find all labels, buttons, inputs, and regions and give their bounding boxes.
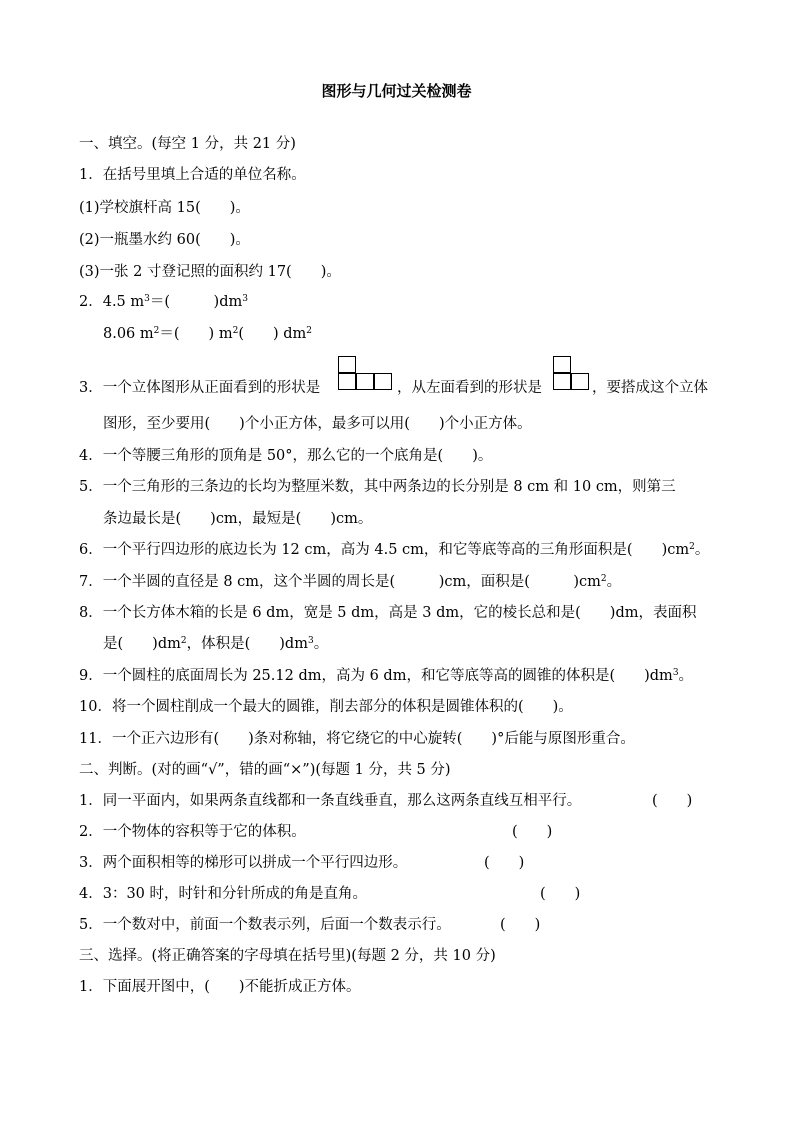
q2-l2-sup2: 2	[232, 326, 239, 336]
section2-header: 二、判断。(对的画“√”，错的画“×”)(每题 1 分，共 5 分)	[79, 762, 451, 778]
q3-part1: 3．一个立体图形从正面看到的形状是	[79, 380, 321, 396]
q8-l2-sup2: 3	[307, 636, 314, 646]
judge-answer-box[interactable]: ( )	[484, 855, 525, 871]
q2-l2-pre: 8.06 m	[103, 326, 154, 342]
q9-sup: 3	[672, 668, 679, 678]
judge-item: 2．一个物体的容积等于它的体积。	[79, 824, 306, 840]
q5-line2: 条边最长是( )cm，最短是( )cm。	[103, 511, 373, 527]
q8-l2-mid: ，体积是( )dm	[186, 636, 308, 652]
q10: 10．将一个圆柱削成一个最大的圆锥，削去部分的体积是圆锥体积的( )。	[79, 699, 573, 715]
q8-l2-end: 。	[313, 636, 329, 652]
q6-end: 。	[694, 542, 710, 558]
choice-q1: 1．下面展开图中，( )不能折成正方体。	[79, 979, 361, 995]
section3-header: 三、选择。(将正确答案的字母填在括号里)(每题 2 分，共 10 分)	[79, 948, 496, 964]
q3-part3: ，要搭成这个立体	[592, 380, 708, 396]
q9-text: 9．一个圆柱的底面周长为 25.12 dm，高为 6 dm，和它等底等高的圆锥的体积是( )dm	[79, 668, 673, 684]
section1-header: 一、填空。(每空 1 分，共 21 分)	[79, 136, 296, 152]
q1-stem: 1．在括号里填上合适的单位名称。	[79, 167, 306, 183]
front-view-figure	[338, 356, 396, 392]
front-view-cell	[338, 356, 356, 373]
q2-l2-sup: 2	[153, 326, 160, 336]
q2-l1-pre: 2．4.5 m	[79, 294, 145, 310]
judge-item: 1．同一平面内，如果两条直线都和一条直线垂直，那么这两条直线互相平行。	[79, 793, 582, 809]
q2-l2-mid: ＝( ) m	[159, 326, 233, 342]
front-view-cell	[356, 373, 374, 390]
q3-part2: ，从左面看到的形状是	[397, 380, 542, 396]
left-view-figure	[553, 356, 593, 392]
judge-answer-box[interactable]: ( )	[500, 917, 541, 933]
q8-line1: 8．一个长方体木箱的长是 6 dm，宽是 5 dm，高是 3 dm，它的棱长总和是( )dm，表面积	[79, 605, 697, 621]
judge-item: 5．一个数对中，前面一个数表示列，后面一个数表示行。	[79, 917, 451, 933]
q7-text: 7．一个半圆的直径是 8 cm，这个半圆的周长是( )cm，面积是( )cm	[79, 574, 601, 590]
q2-l1-sup: 3	[144, 294, 150, 304]
q6	[79, 540, 709, 560]
q6-text: 6．一个平行四边形的底边长为 12 cm，高为 4.5 cm，和它等底等高的三角形面积是( )cm	[79, 542, 690, 558]
left-view-cell	[553, 356, 571, 373]
q1-part-c: (3)一张 2 寸登记照的面积约 17( )。	[79, 264, 341, 280]
judge-answer-box[interactable]: ( )	[652, 793, 693, 809]
q2-line1	[79, 292, 248, 312]
q1-part-a: (1)学校旗杆高 15( )。	[79, 200, 250, 216]
q8-l2-pre: 是( )dm	[103, 636, 181, 652]
q2-l2-mid2: ( ) dm	[238, 326, 307, 342]
front-view-cell	[374, 373, 392, 390]
q7-sup: 2	[600, 574, 607, 584]
judge-item: 4．3：30 时，时针和分针所成的角是直角。	[79, 886, 368, 902]
q8-l2-sup: 2	[180, 636, 187, 646]
q6-sup: 2	[689, 542, 695, 552]
q11: 11．一个正六边形有( )条对称轴，将它绕它的中心旋转( )°后能与原图形重合。	[79, 731, 635, 747]
q4: 4．一个等腰三角形的顶角是 50°，那么它的一个底角是( )。	[79, 448, 493, 464]
q2-l1-mid: ＝( )dm	[149, 294, 243, 310]
q1-part-b: (2)一瓶墨水约 60( )。	[79, 232, 250, 248]
q9-end: 。	[678, 668, 694, 684]
front-view-cell	[338, 373, 356, 390]
q7-end: 。	[606, 574, 622, 590]
q2-l2-sup3: 2	[306, 326, 313, 336]
judge-answer-box[interactable]: ( )	[512, 824, 553, 840]
left-view-cell	[553, 373, 571, 390]
judge-item: 3．两个面积相等的梯形可以拼成一个平行四边形。	[79, 855, 408, 871]
judge-answer-box[interactable]: ( )	[540, 886, 581, 902]
q7	[79, 572, 621, 592]
q9	[79, 666, 693, 686]
q8-line2	[103, 634, 328, 654]
q5-line1: 5．一个三角形的三条边的长均为整厘米数，其中两条边的长分别是 8 cm 和 10 cm，则第三	[79, 479, 676, 495]
q2-line2	[103, 324, 312, 344]
q3-line2: 图形，至少要用( )个小正方体，最多可以用( )个小正方体。	[103, 416, 532, 432]
page-title: 图形与几何过关检测卷	[321, 82, 472, 100]
left-view-cell	[571, 373, 589, 390]
q2-l1-sup2: 3	[242, 294, 248, 304]
